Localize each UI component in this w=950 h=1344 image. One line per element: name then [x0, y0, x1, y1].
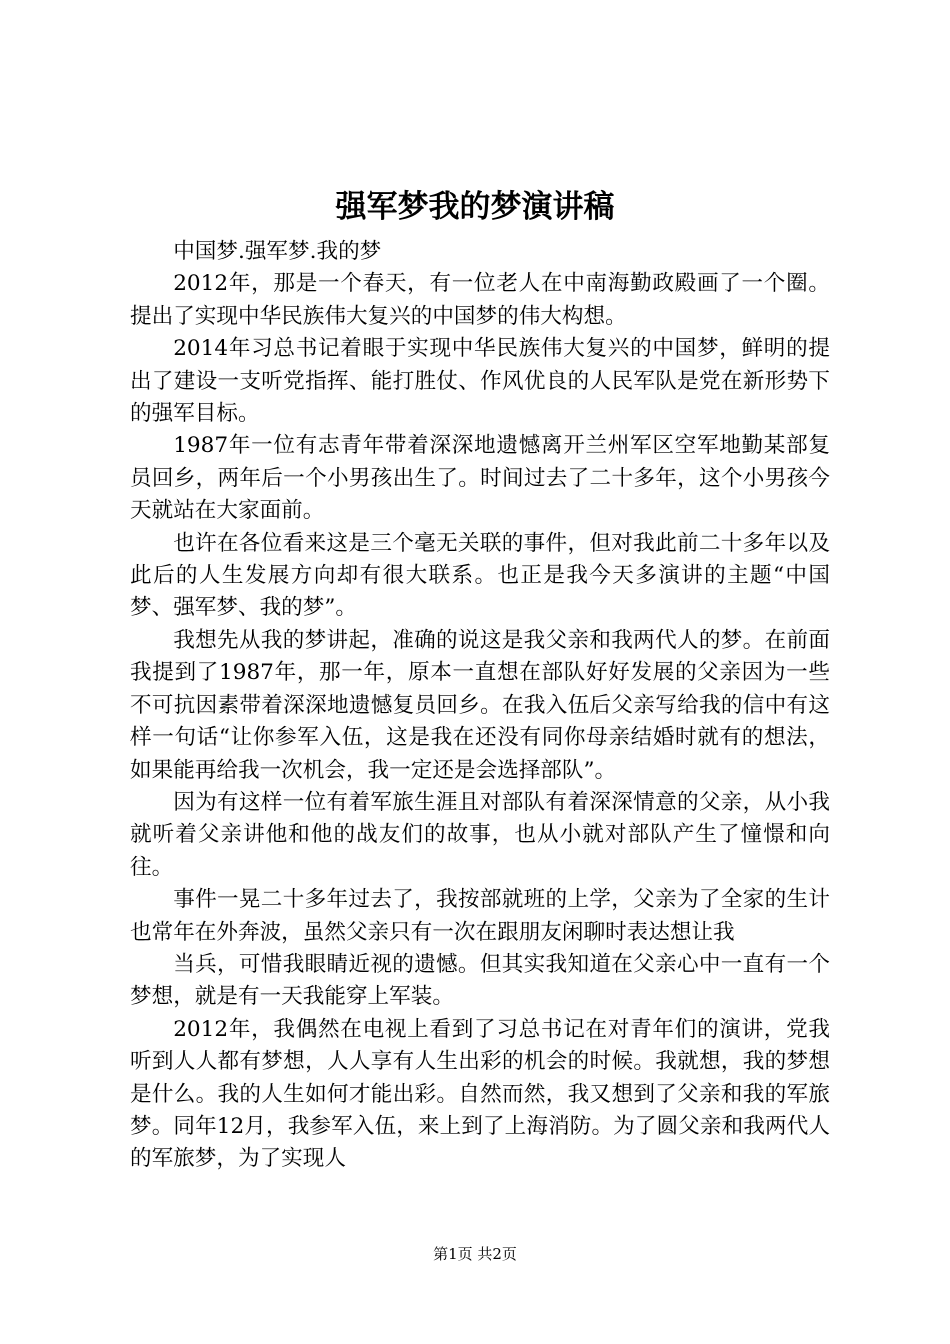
paragraph: 2014年习总书记着眼于实现中华民族伟大复兴的中国梦，鲜明的提出了建设一支听党指挥、能打胜仗、作风优良的人民军队是党在新形势下的强军目标。: [130, 336, 830, 427]
paragraph: 事件一晃二十多年过去了，我按部就班的上学，父亲为了全家的生计也常年在外奔波，虽然父亲只有一次在跟朋友闲聊时表达想让我: [130, 887, 830, 945]
document-body: [130, 236, 830, 1176]
paragraph: 也许在各位看来这是三个毫无关联的事件，但对我此前二十多年以及此后的人生发展方向却有很大联系。也正是我今天多演讲的主题“中国梦、强军梦、我的梦”。: [130, 530, 830, 621]
paragraph: 我想先从我的梦讲起，准确的说这是我父亲和我两代人的梦。在前面我提到了1987年，那一年，原本一直想在部队好好发展的父亲因为一些不可抗因素带着深深地遗憾复员回乡。在我入伍后父亲写给我的信中有这样一句话“让你参军入伍，这是我在还没有同你母亲结婚时就有的想法，如果能再给我一次机会，我一定还是会选择部队”。: [130, 627, 830, 783]
paragraph: 2012年，那是一个春天，有一位老人在中南海勤政殿画了一个圈。提出了实现中华民族伟大复兴的中国梦的伟大构想。: [130, 271, 830, 329]
paragraph: 1987年一位有志青年带着深深地遗憾离开兰州军区空军地勤某部复员回乡，两年后一个小男孩出生了。时间过去了二十多年，这个小男孩今天就站在大家面前。: [130, 433, 830, 524]
page-footer: 第1页 共2页: [433, 1245, 517, 1263]
paragraph: 因为有这样一位有着军旅生涯且对部队有着深深情意的父亲，从小我就听着父亲讲他和他的战友们的故事，也从小就对部队产生了憧憬和向往。: [130, 789, 830, 880]
document-title: 强军梦我的梦演讲稿: [335, 189, 615, 225]
paragraph: 2012年，我偶然在电视上看到了习总书记在对青年们的演讲，党我听到人人都有梦想，人人享有人生出彩的机会的时候。我就想，我的梦想是什么。我的人生如何才能出彩。自然而然，我又想到了父亲和我的军旅梦。同年12月，我参军入伍，来上到了上海消防。为了圆父亲和我两代人的军旅梦，为了实现人: [130, 1016, 830, 1172]
paragraph: 中国梦.强军梦.我的梦: [173, 239, 382, 264]
paragraph: 当兵，可惜我眼睛近视的遗憾。但其实我知道在父亲心中一直有一个梦想，就是有一天我能穿上军装。: [130, 951, 830, 1010]
